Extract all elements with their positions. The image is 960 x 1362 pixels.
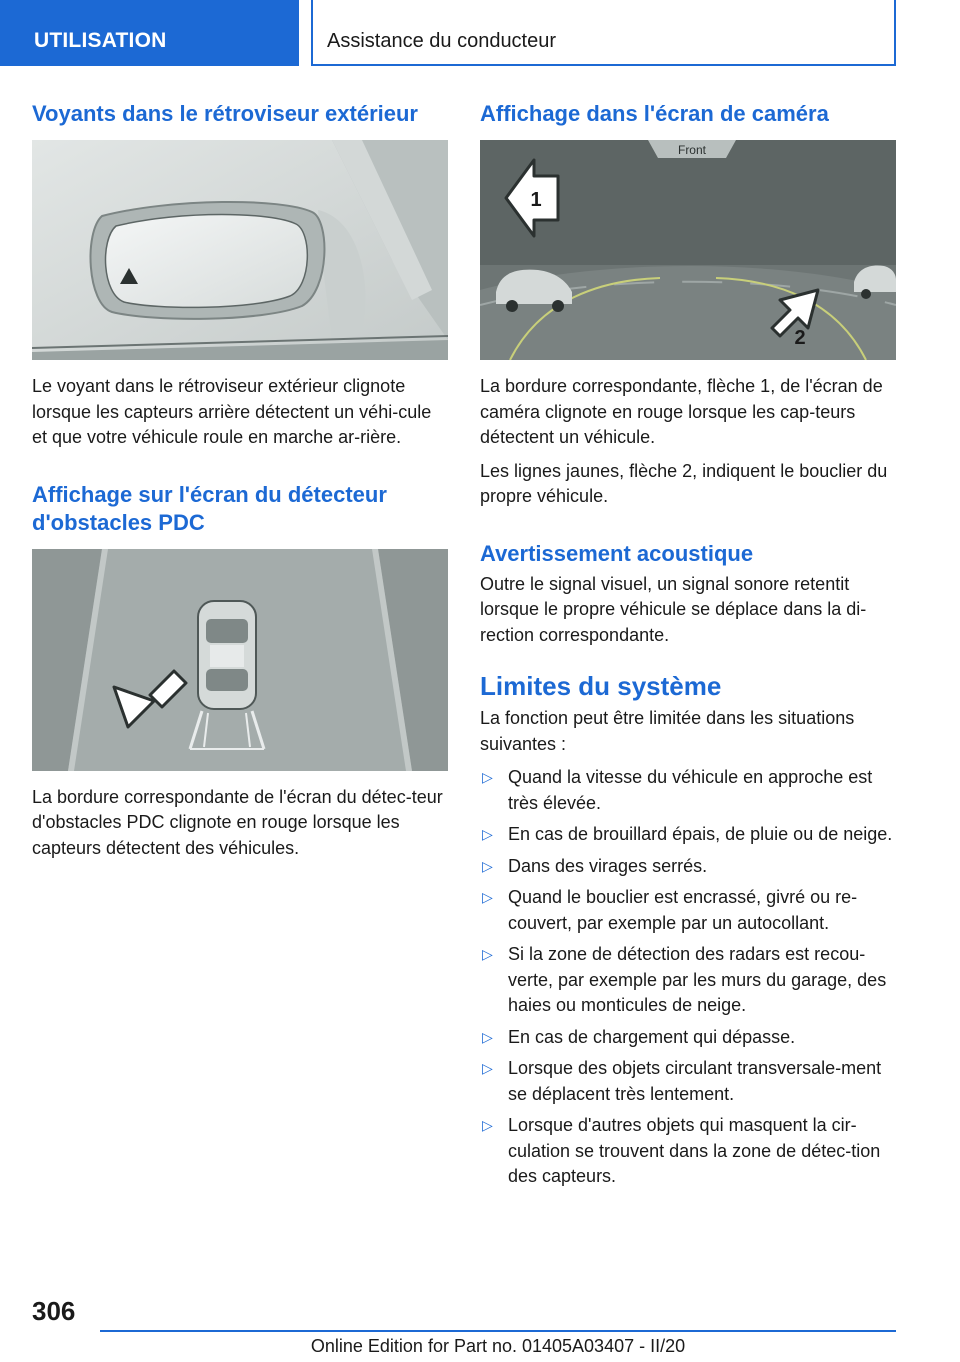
chapter-title: Assistance du conducteur	[311, 0, 896, 66]
pdc-illustration	[32, 549, 448, 771]
list-item: ▷ Quand la vitesse du véhicule en approche est très élevée.	[482, 767, 873, 813]
heading-acoustic: Avertissement acoustique	[480, 540, 754, 566]
footer-rule	[100, 1330, 896, 1332]
paragraph-camera-1: La bordure correspondante, flèche 1, de l'écran de caméra clignote en rouge lorsque les cap-teurs détectent un véhicule.	[480, 376, 883, 447]
list-item: ▷ Lorsque d'autres objets qui masquent la cir-culation se trouvent dans la zone de détec-tion des capteurs.	[482, 1115, 881, 1186]
footer-edition: Online Edition for Part no. 01405A03407 - II/20	[310, 1336, 686, 1356]
right-column	[480, 100, 896, 1196]
camera-svg	[480, 140, 896, 360]
list-item: ▷ En cas de brouillard épais, de pluie ou de neige.	[480, 822, 896, 848]
section-tab: UTILISATION	[0, 0, 299, 66]
paragraph-pdc: La bordure correspondante de l'écran du détec-teur d'obstacles PDC clignote en rouge lorsque les capteurs détectent des véhicules.	[32, 786, 443, 858]
pdc-svg	[32, 549, 448, 771]
list-item: ▷ Dans des virages serrés.	[480, 854, 896, 880]
arrow-2-label: 2	[794, 327, 806, 349]
bullet-arrow-icon: ▷	[482, 1028, 493, 1045]
list-item: ▷ Lorsque des objets circulant transversale-ment se déplacent très lentement.	[482, 1058, 882, 1104]
heading-limits: Limites du système	[480, 671, 722, 701]
list-item: ▷ En cas de chargement qui dépasse.	[480, 1025, 896, 1051]
camera-illustration	[480, 140, 896, 360]
mirror-illustration	[32, 140, 448, 360]
front-label: Front	[677, 143, 707, 157]
bullet-arrow-icon: ▷	[482, 889, 493, 905]
heading-camera: Affichage dans l'écran de caméra	[480, 101, 829, 126]
arrow-1-label: 1	[530, 189, 542, 211]
bullet-arrow-icon: ▷	[482, 826, 493, 842]
bullet-arrow-icon: ▷	[482, 946, 493, 962]
page-number: 306	[32, 1296, 76, 1326]
paragraph-limits: La fonction peut être limitée dans les situations suivantes :	[480, 708, 855, 754]
left-column	[32, 100, 448, 869]
paragraph-mirror: Le voyant dans le rétroviseur extérieur clignote lorsque les capteurs arrière détectent un véhi-cule et que votre véhicule roule en marche ar-rière.	[32, 376, 432, 447]
bullet-arrow-icon: ▷	[482, 1060, 493, 1076]
heading-pdc: Affichage sur l'écran du détecteur d'obstacles PDC	[32, 481, 387, 535]
bullet-arrow-icon: ▷	[482, 769, 493, 785]
bullet-arrow-icon: ▷	[482, 857, 493, 874]
vehicle-top-view	[198, 601, 256, 709]
list-item: ▷ Quand le bouclier est encrassé, givré ou re-couvert, par exemple par un autocollant.	[482, 887, 858, 933]
paragraph-camera-2: Les lignes jaunes, flèche 2, indiquent le bouclier du propre véhicule.	[480, 460, 888, 506]
heading-mirror: Voyants dans le rétroviseur extérieur	[32, 101, 418, 126]
list-item: ▷ Si la zone de détection des radars est recou-verte, par exemple par les murs du garage, des haies ou monticules de neige.	[482, 944, 887, 1015]
bullet-arrow-icon: ▷	[482, 1117, 493, 1133]
mirror-svg	[32, 140, 448, 360]
paragraph-acoustic: Outre le signal visuel, un signal sonore retentit lorsque le propre véhicule se déplace dans la di-rection correspondante.	[480, 573, 867, 645]
limits-list	[480, 765, 896, 1190]
